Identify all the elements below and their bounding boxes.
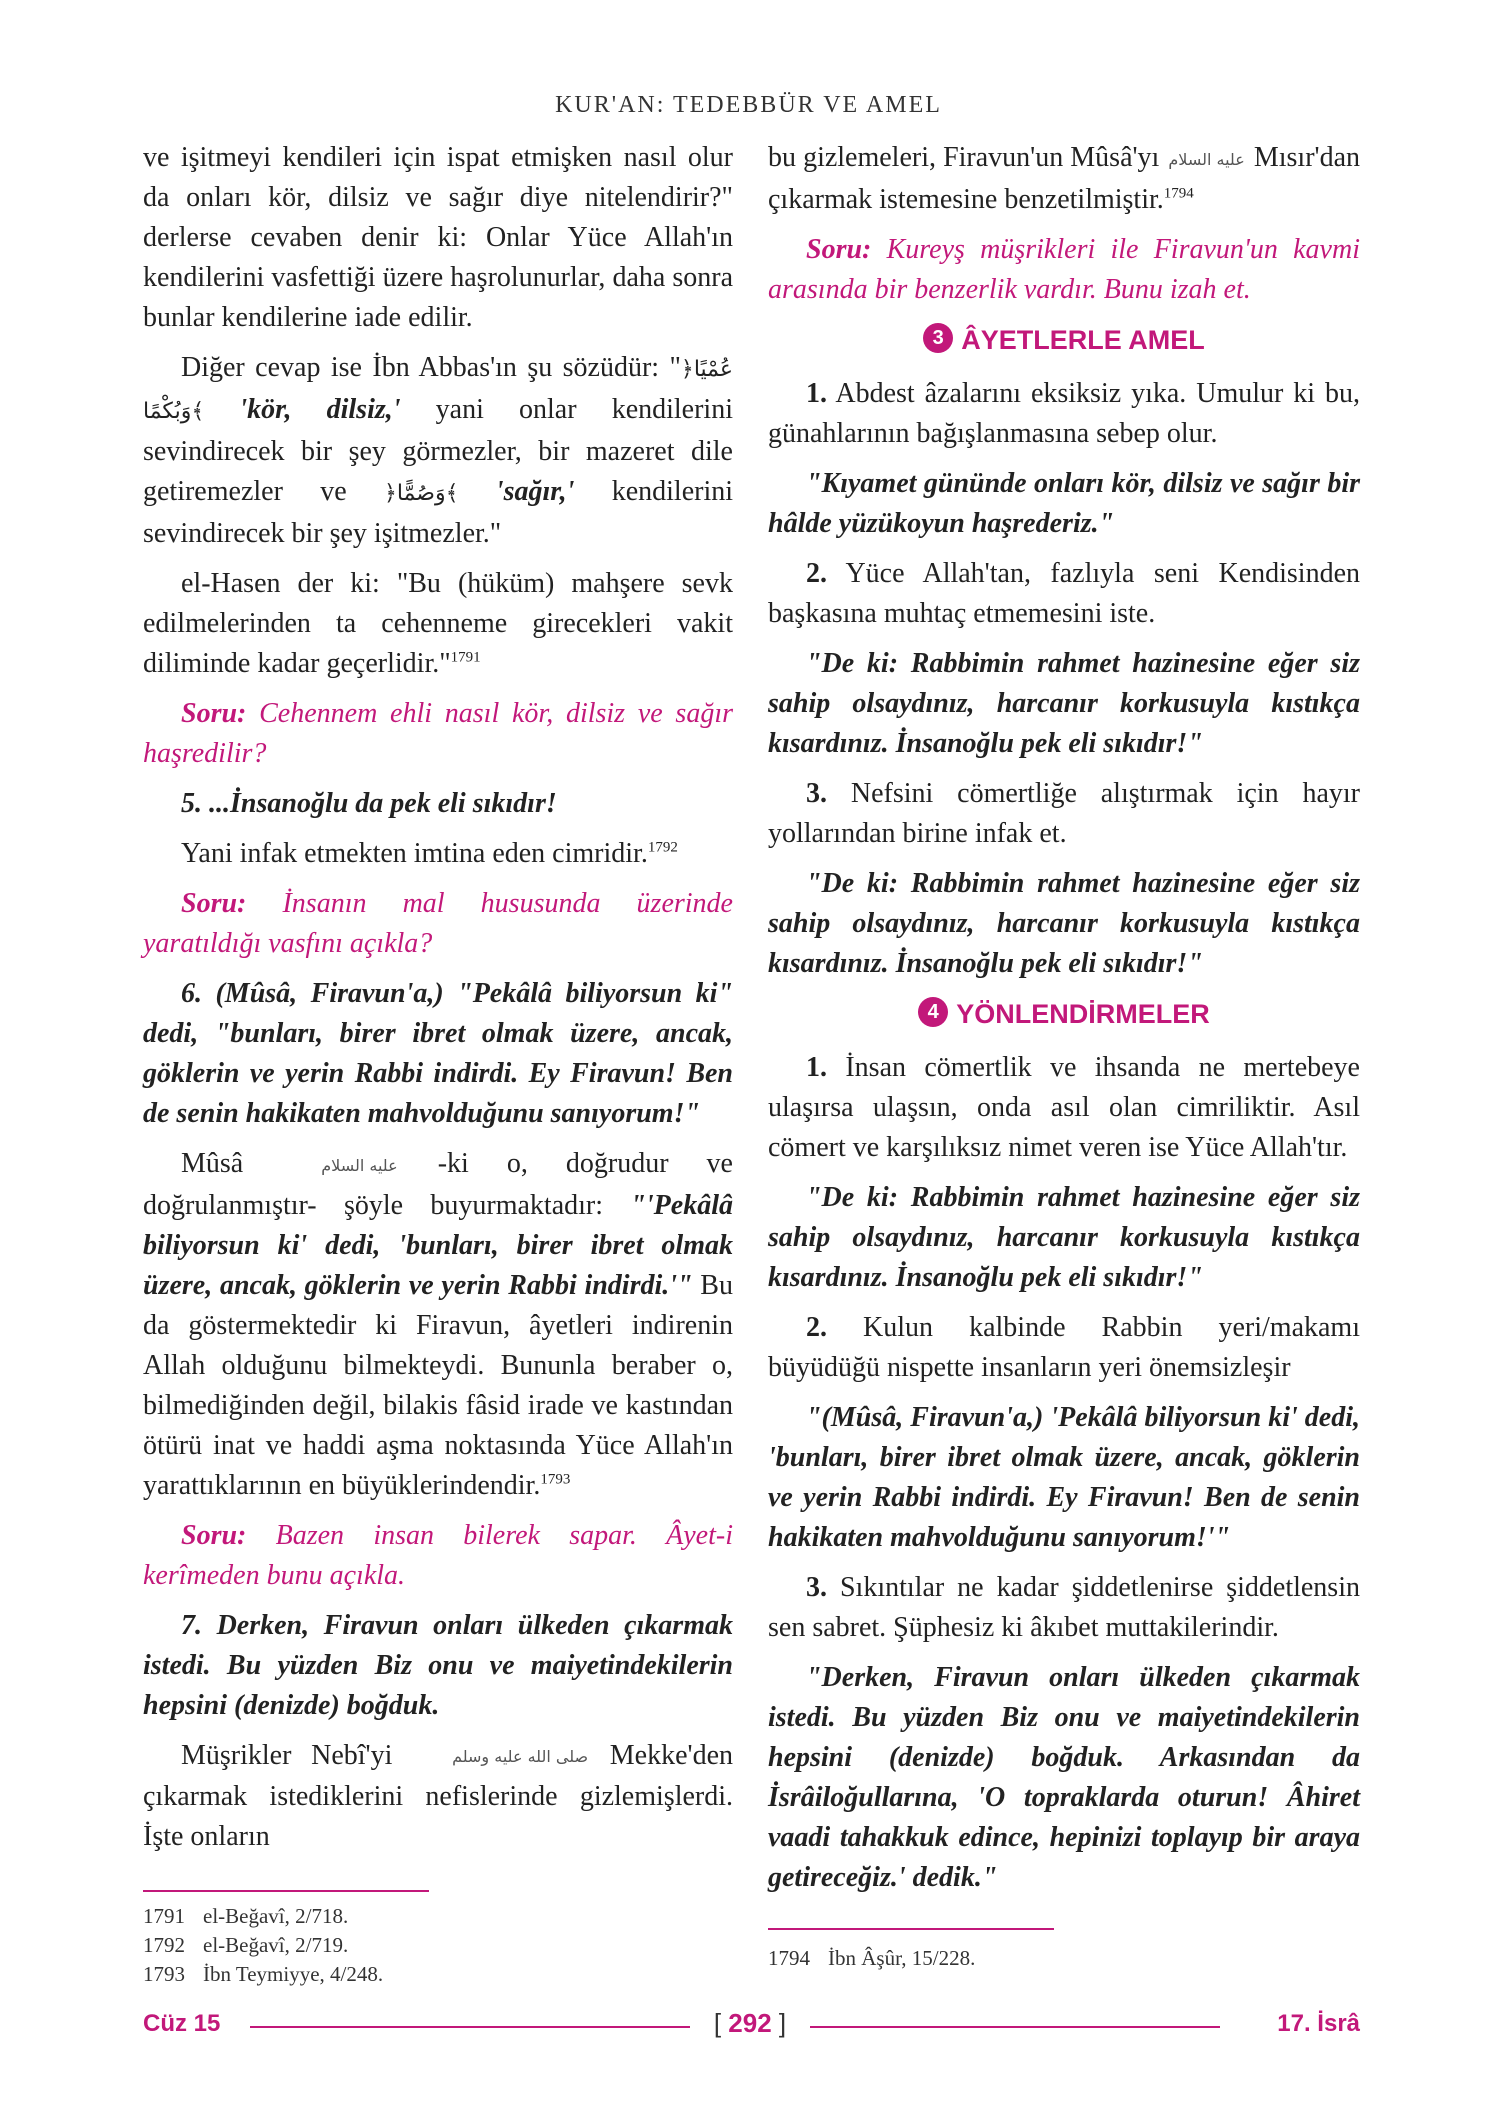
- footnote-number: 1794: [768, 1946, 810, 1970]
- list-item: [768, 774, 1360, 854]
- footnote-ref[interactable]: 1794: [1163, 185, 1194, 202]
- text: Diğer cevap ise İbn Abbas'ın şu sözüdür: ": [181, 352, 681, 383]
- bracket: [: [713, 2008, 722, 2038]
- footnote-number: 1792: [143, 1933, 185, 1957]
- item-number: 2.: [806, 1311, 827, 1343]
- footnotes-left: [143, 1902, 733, 1989]
- question: [143, 694, 733, 774]
- section-heading-ayetlerle-amel: [768, 320, 1360, 360]
- emphasis: "'Pekâlâ biliyorsun ki' dedi, 'bunları, birer ibret olmak üzere, ancak, göklerin ve yerin Rabbi indirdi.'": [143, 1189, 733, 1301]
- footnote: [143, 1931, 733, 1960]
- running-title: KUR'AN: TEDEBBÜR VE AMEL: [555, 92, 942, 118]
- footnote-number: 1793: [143, 1962, 185, 1986]
- question-label: Soru:: [181, 698, 247, 729]
- footnote-text: el-Beğavî, 2/718.: [203, 1904, 349, 1928]
- right-column: [768, 138, 1360, 1908]
- text: Bu da göstermektedir ki Firavun, âyetleri indirenin Allah olduğunu bilmekteydi. Bununla beraber o, bilmediğinden değil, bilakis fâsid irade ve kastından ötürü inat ve haddi aşma noktasında Yüce Allah'ın yarattıklarının en büyüklerindendir.: [143, 1269, 733, 1501]
- text: Abdest âzalarını eksiksiz yıka. Umulur ki bu, günahlarının bağışlanmasına sebep olur.: [768, 377, 1360, 449]
- salawat-icon: عليه السلام: [1168, 149, 1245, 169]
- footnote-ref[interactable]: 1792: [647, 839, 678, 856]
- footnote-divider: [143, 1890, 429, 1892]
- footnote: [143, 1902, 733, 1931]
- question-label: Soru:: [806, 233, 872, 265]
- bracket: ]: [778, 2008, 787, 2038]
- footnote: [768, 1944, 1360, 1973]
- list-item: [768, 1308, 1360, 1388]
- page-number-value: 292: [728, 2008, 772, 2038]
- question-label: Soru:: [181, 1519, 247, 1551]
- verse-quote: "De ki: Rabbimin rahmet hazinesine eğer siz sahip olsaydınız, harcanır korkusuyla kıstıkça kısardınız. İnsanoğlu pek eli sıkıdır!": [768, 647, 1360, 759]
- text: Nefsini cömertliğe alıştırmak için hayır yollarından birine infak et.: [768, 777, 1360, 849]
- footnote-text: İbn Teymiyye, 4/248.: [203, 1962, 384, 1986]
- footnotes-right: [768, 1944, 1360, 1973]
- verse-quote: "(Mûsâ, Firavun'a,) 'Pekâlâ biliyorsun ki' dedi, 'bunları, birer ibret olmak üzere, ancak, göklerin ve yerin Rabbi indirdi. Ey Firavun! Ben de senin hakikaten mahvolduğunu sanıyorum!'": [768, 1401, 1360, 1553]
- paragraph: [143, 834, 733, 874]
- paragraph: [143, 348, 733, 554]
- text: Mûsâ: [181, 1148, 282, 1179]
- juz-label: Cüz 15: [143, 2010, 221, 2037]
- question: [768, 230, 1360, 310]
- verse-quote: "Derken, Firavun onları ülkeden çıkarmak istedi. Bu yüzden Biz onu ve maiyetindekilerin hepsini (denizde) boğduk. Arkasından da İsrâiloğullarına, 'O topraklarda oturun! Âhiret vaadi tahakkuk edince, hepinizi toplayıp bir araya getireceğiz.' dedik.": [768, 1661, 1360, 1893]
- text: Sıkıntılar ne kadar şiddetlenirse şiddetlensin sen sabret. Şüphesiz ki âkıbet muttakilerindir.: [768, 1571, 1360, 1643]
- section-title: YÖNLENDİRMELER: [956, 998, 1210, 1029]
- question-label: Soru:: [181, 888, 247, 919]
- section-number-badge: 4: [918, 997, 948, 1027]
- text: Yani infak etmekten imtina eden cimridir.: [181, 838, 648, 869]
- text: Kulun kalbinde Rabbin yeri/makamı büyüdüğü nispette insanların yeri önemsizleşir: [768, 1311, 1360, 1383]
- question-text: İnsanın mal hususunda üzerinde yaratıldığı vasfını açıkla?: [143, 888, 733, 959]
- footnote: [143, 1960, 733, 1989]
- paragraph: [143, 564, 733, 684]
- sura-label: 17. İsrâ: [1277, 2010, 1360, 2037]
- salawat-icon: صلى الله عليه وسلم: [452, 1747, 589, 1767]
- emphasis: 'kör, dilsiz,': [239, 394, 401, 425]
- page-footer: [0, 2008, 1497, 2048]
- emphasis: 'sağır,': [495, 476, 575, 507]
- verse: 5. ...İnsanoğlu da pek eli sıkıdır!: [181, 788, 557, 819]
- paragraph: [143, 1144, 733, 1506]
- footnote-ref[interactable]: 1793: [540, 1471, 571, 1488]
- item-number: 3.: [806, 777, 827, 809]
- verse: 6. (Mûsâ, Firavun'a,) "Pekâlâ biliyorsun ki" dedi, "bunları, birer ibret olmak üzere, ancak, göklerin ve yerin Rabbi indirdi. Ey Firavun! Ben de senin hakikaten mahvolduğunu sanıyorum!": [143, 978, 733, 1129]
- verse-quote: "Kıyamet gününde onları kör, dilsiz ve sağır bir hâlde yüzükoyun haşrederiz.": [768, 467, 1360, 539]
- item-number: 1.: [806, 377, 827, 409]
- text: Yüce Allah'tan, fazlıyla seni Kendisinden başkasına muhtaç etmemesini iste.: [768, 557, 1360, 629]
- footer-rule-right: [810, 2026, 1220, 2028]
- salawat-icon: عليه السلام: [321, 1155, 398, 1175]
- question-text: Cehennem ehli nasıl kör, dilsiz ve sağır haşredilir?: [143, 698, 733, 769]
- text: el-Hasen der ki: "Bu (hüküm) mahşere sevk edilmelerinden ta cehenneme girecekleri vakit diliminde kadar geçerlidir.": [143, 568, 733, 679]
- list-item: [768, 1048, 1360, 1168]
- footer-rule-left: [250, 2026, 690, 2028]
- verse-quote: "De ki: Rabbimin rahmet hazinesine eğer siz sahip olsaydınız, harcanır korkusuyla kıstıkça kısardınız. İnsanoğlu pek eli sıkıdır!": [768, 1181, 1360, 1293]
- verse: 7. Derken, Firavun onları ülkeden çıkarmak istedi. Bu yüzden Biz onu ve maiyetindekilerin hepsini (denizde) boğduk.: [143, 1609, 733, 1721]
- arabic-quote: ﴿عُمْيًا وَبُكْمًا﴾: [143, 357, 733, 424]
- list-item: [768, 554, 1360, 634]
- arabic-quote: ﴿وَصُمًّا﴾: [383, 481, 459, 506]
- paragraph: [768, 138, 1360, 220]
- footnote-text: İbn Âşûr, 15/228.: [828, 1946, 976, 1970]
- section-number-badge: 3: [923, 323, 953, 353]
- left-column: [143, 138, 733, 1867]
- section-title: ÂYETLERLE AMEL: [961, 324, 1205, 355]
- list-item: [768, 1568, 1360, 1648]
- text: -ki o, doğrudur ve doğrulanmıştır- şöyle buyurmaktadır:: [143, 1148, 733, 1221]
- footnote-number: 1791: [143, 1904, 185, 1928]
- text: Mısır'dan çıkarmak istemesine benzetilmiştir.: [768, 142, 1360, 215]
- text: kendilerini sevindirecek bir şey işitmezler.": [143, 476, 733, 549]
- text: bu gizlemeleri, Firavun'un Mûsâ'yı: [768, 142, 1167, 173]
- item-number: 2.: [806, 557, 827, 589]
- list-item: [768, 374, 1360, 454]
- verse-quote: "De ki: Rabbimin rahmet hazinesine eğer siz sahip olsaydınız, harcanır korkusuyla kıstıkça kısardınız. İnsanoğlu pek eli sıkıdır!": [768, 867, 1360, 979]
- question: [143, 884, 733, 964]
- footnote-ref[interactable]: 1791: [450, 649, 481, 666]
- text: İnsan cömertlik ve ihsanda ne mertebeye ulaşırsa ulaşsın, onda asıl olan cimriliktir. Asıl cömert ve karşılıksız nimet veren ise Yüce Allah'tır.: [768, 1051, 1360, 1163]
- paragraph: ve işitmeyi kendileri için ispat etmişken nasıl olur da onları kör, dilsiz ve sağır diye nitelendirir?" derlerse cevaben denir ki: Onlar Yüce Allah'ın kendilerini vasfettiği üzere haşrolunurlar, daha sonra bunlar kendilerine iade edilir.: [143, 142, 733, 333]
- page-number: [700, 2008, 800, 2039]
- question-text: Bazen insan bilerek sapar. Âyet-i kerîmeden bunu açıkla.: [143, 1519, 733, 1591]
- paragraph: [143, 1736, 733, 1858]
- footnote-text: el-Beğavî, 2/719.: [203, 1933, 349, 1957]
- question: [143, 1516, 733, 1596]
- question-text: Kureyş müşrikleri ile Firavun'un kavmi arasında bir benzerlik vardır. Bunu izah et.: [768, 233, 1360, 305]
- text: Müşrikler Nebî'yi: [181, 1739, 413, 1771]
- text: yani onlar kendilerini sevindirecek bir şey görmezler, bir mazeret dile getiremezler ve: [143, 394, 733, 507]
- item-number: 3.: [806, 1571, 827, 1603]
- footnote-divider: [768, 1928, 1054, 1930]
- text: Mekke'den çıkarmak istediklerini nefislerinde gizlemişlerdi. İşte onların: [143, 1739, 733, 1853]
- item-number: 1.: [806, 1051, 827, 1083]
- section-heading-yonlendirmeler: [768, 994, 1360, 1034]
